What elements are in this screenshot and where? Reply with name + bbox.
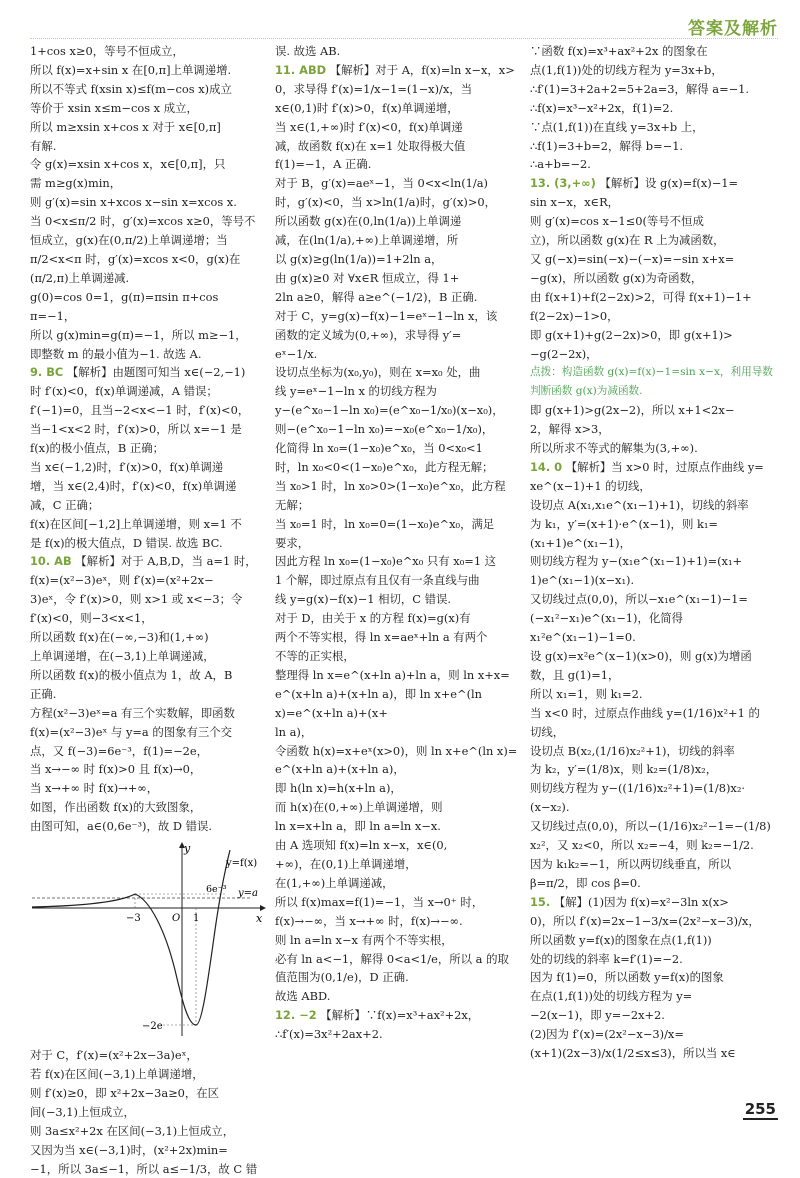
text-line: −2(x−1)，即 y=−2x+2. — [530, 1006, 782, 1025]
question-number: 14. 0 — [530, 460, 562, 474]
text-line: −g(x)，所以函数 g(x)为奇函数， — [530, 269, 782, 288]
text-line: 误. 故选 AB. — [275, 42, 523, 61]
text-line: 线 y=eˣ−1−ln x 的切线方程为 — [275, 382, 523, 401]
text-line: 当 0<x≤π/2 时，g′(x)=xcos x≥0，等号不 — [30, 212, 266, 231]
text-line: f(x)=(x²−3)eˣ 与 y=a 的图象有三个交 — [30, 723, 266, 742]
text-line: 当 x₀=1 时，ln x₀=0=(1−x₀)e^x₀，满足 — [275, 515, 523, 534]
text-line: 对于 B，g′(x)=aeˣ−1，当 0<x<ln(1/a) — [275, 174, 523, 193]
text-line: (x+1)(2x−3)/x(1/2≤x≤3)，所以当 x∈ — [530, 1044, 782, 1063]
text-line: 上单调递增，在(−3,1)上单调递减， — [30, 647, 266, 666]
text-line: 即 g(x+1)+g(2−2x)>0，即 g(x+1)> — [530, 326, 782, 345]
question-14-solution — [530, 458, 782, 893]
text-line: ∴a+b=−2. — [530, 155, 782, 174]
text-line: 2，解得 x>3， — [530, 420, 782, 439]
question-9-solution — [30, 363, 266, 552]
text-line: 则切线方程为 y−((1/16)x₂²+1)=(1/8)x₂· — [530, 779, 782, 798]
text-line: f(x)的极小值点，B 正确； — [30, 439, 266, 458]
text-line: 无解； — [275, 496, 523, 515]
text-line: e^(x+ln a)+(x+ln a)， — [275, 760, 523, 779]
text-line: 当 x∈(1,+∞)时 f′(x)<0，f(x)单调递 — [275, 118, 523, 137]
question-9 — [30, 363, 266, 552]
question-15 — [530, 893, 782, 1063]
text-line: 由图可知，a∈(0,6e⁻³)，故 D 错误. — [30, 817, 266, 836]
question-13-solution — [530, 174, 782, 363]
text-line: 化简得 ln x₀=(1−x₀)e^x₀，当 0<x₀<1 — [275, 439, 523, 458]
column-right — [530, 42, 782, 1063]
text-line: −1，所以 3a≤−1，所以 a≤−1/3，故 C 错 — [30, 1160, 266, 1178]
text-line: 则 ln a=ln x−x 有两个不等实根， — [275, 931, 523, 950]
text-line: 不等的正实根， — [275, 647, 523, 666]
text-line: 11. ABD 【解析】对于 A，f(x)=ln x−x，x> — [275, 61, 523, 80]
text-line: ∴f′(1)=3+2a+2=5+2a=3，解得 a=−1. — [530, 80, 782, 99]
text-line: 又切线过点(0,0)，所以−x₁e^(x₁−1)−1= — [530, 590, 782, 609]
text-line: 时，g′(x)<0，当 x>ln(1/a)时，g′(x)>0， — [275, 193, 523, 212]
text-line: 而 h(x)在(0,+∞)上单调递增，则 — [275, 798, 523, 817]
text-line: f(x)=(x²−3)eˣ，则 f′(x)=(x²+2x− — [30, 571, 266, 590]
text-line: 又 g(−x)=sin(−x)−(−x)=−sin x+x= — [530, 250, 782, 269]
curve-label: y=f(x) — [225, 858, 257, 869]
text-line: 由 f(x+1)+f(2−2x)>2，可得 f(x+1)−1+ — [530, 288, 782, 307]
text-line: 以 g(x)≥g(ln(1/a))=1+2ln a， — [275, 250, 523, 269]
page-number: 255 — [743, 1100, 778, 1120]
text-line: 值范围为(0,1/e)，D 正确. — [275, 968, 523, 987]
text-line: 当 x→−∞ 时 f(x)>0 且 f(x)→0， — [30, 760, 266, 779]
text-line: ∵函数 f(x)=x³+ax²+2x 的图象在 — [530, 42, 782, 61]
text-line: ln a)， — [275, 723, 523, 742]
text-line: 当 x<0 时，过原点作曲线 y=(1/16)x²+1 的 — [530, 704, 782, 723]
text-line: 即 g(x+1)>g(2x−2)，所以 x+1<2x− — [530, 401, 782, 420]
line-a-label: y=a — [237, 888, 258, 899]
text-line: 两个不等实根，得 ln x=aeˣ+ln a 有两个 — [275, 628, 523, 647]
question-12 — [275, 1006, 523, 1044]
text-line: x₂²，又 x₂<0，所以 x₂=−4，则 k₂=−1/2. — [530, 836, 782, 855]
text-line: (π/2,π)上单调递减. — [30, 269, 266, 288]
text-line: 1 个解，即过原点有且仅有一条直线与曲 — [275, 571, 523, 590]
text-line: 如图，作出函数 f(x)的大致图象， — [30, 798, 266, 817]
text-line: 即整数 m 的最小值为−1. 故选 A. — [30, 345, 266, 364]
text-line: x∈(0,1)时 f′(x)>0，f(x)单调递增， — [275, 99, 523, 118]
curve-f — [32, 850, 230, 1025]
column-left — [30, 42, 266, 1178]
text-line: 切线， — [530, 723, 782, 742]
text-line: 则 3a≤x²+2x 在区间(−3,1)上恒成立， — [30, 1122, 266, 1141]
column-middle — [275, 42, 523, 1044]
text-line: 设 g(x)=x²e^(x−1)(x>0)，则 g(x)为增函 — [530, 647, 782, 666]
text-line: 当 x∈(−1,2)时，f′(x)>0，f(x)单调递 — [30, 458, 266, 477]
text-line: 正确. — [30, 685, 266, 704]
text-line: 间(−3,1)上恒成立， — [30, 1103, 266, 1122]
text-line: 立)，所以函数 g(x)在 R 上为减函数， — [530, 231, 782, 250]
question-number: 13. (3,+∞) — [530, 176, 596, 190]
question-10-solution — [30, 552, 266, 836]
text-line: 设切点坐标为(x₀,y₀)，则在 x=x₀ 处，曲 — [275, 363, 523, 382]
text-line: 等价于 xsin x≤m−cos x 成立， — [30, 99, 266, 118]
origin-label: O — [172, 913, 180, 924]
text-line: 设切点 B(x₂,(1/16)x₂²+1)，切线的斜率 — [530, 742, 782, 761]
text-line: 点(1,f(1))处的切线方程为 y=3x+b， — [530, 61, 782, 80]
text-line: 所以 m≥xsin x+cos x 对于 x∈[0,π] — [30, 118, 266, 137]
text-line: f(1)=−1，A 正确. — [275, 155, 523, 174]
x-axis-arrow — [260, 905, 266, 911]
text-line: +∞)，在(0,1)上单调递增， — [275, 855, 523, 874]
text-line: 方程(x²−3)eˣ=a 有三个实数解，即函数 — [30, 704, 266, 723]
text-line: 减，C 正确； — [30, 496, 266, 515]
text-line: e^(x+ln a)+(x+ln a)，即 ln x+e^(ln x)=e^(x+ln a)+(x+ — [275, 685, 523, 723]
text-line: g(0)=cos 0=1，g(π)=πsin π+cos π=−1， — [30, 288, 266, 326]
text-line: 数，且 g(1)=1， — [530, 666, 782, 685]
text-line: 整理得 ln x=e^(x+ln a)+ln a，则 ln x+x= — [275, 666, 523, 685]
text-line: 则−(e^x₀−1−ln x₀)=−x₀(e^x₀−1/x₀)， — [275, 420, 523, 439]
text-line: (x₁+1)e^(x₁−1)， — [530, 534, 782, 553]
tick-neg3: −3 — [126, 913, 141, 924]
text-line: 对于 C，y=g(x)−f(x)−1=eˣ−1−ln x，该 — [275, 307, 523, 326]
text-line: ∵点(1,f(1))在直线 y=3x+b 上， — [530, 118, 782, 137]
value-label-neg2e: −2e — [142, 1021, 163, 1032]
col1-continuation — [30, 42, 266, 363]
text-line: 1)e^(x₁−1)(x−x₁). — [530, 571, 782, 590]
page-header-title: 答案及解析 — [688, 14, 778, 39]
text-line: 0)，所以 f′(x)=2x−1−3/x=(2x²−x−3)/x， — [530, 912, 782, 931]
text-line: 若 f(x)在区间(−3,1)上单调递增， — [30, 1065, 266, 1084]
text-line: 当 x₀>1 时，ln x₀>0>(1−x₀)e^x₀，此方程 — [275, 477, 523, 496]
x-axis-label: x — [256, 912, 263, 925]
text-line: ln x=x+ln a，即 ln a=ln x−x. — [275, 817, 523, 836]
col2-continuation — [275, 42, 523, 61]
text-line: 增，当 x∈(2,4)时，f′(x)<0，f(x)单调递 — [30, 477, 266, 496]
text-line: 有解. — [30, 137, 266, 156]
text-line: 又因为当 x∈(−3,1)时，(x²+2x)min= — [30, 1141, 266, 1160]
text-line: 时 f′(x)<0，f(x)单调递减，A 错误； — [30, 382, 266, 401]
text-line: 必有 ln a<−1，解得 0<a<1/e，所以 a 的取 — [275, 950, 523, 969]
text-line: 13. (3,+∞) 【解析】设 g(x)=f(x)−1= — [530, 174, 782, 193]
text-line: 函数的定义域为(0,+∞)，求导得 y′= — [275, 326, 523, 345]
question-number: 12. −2 — [275, 1008, 317, 1022]
text-line: 又切线过点(0,0)，所以−(1/16)x₂²−1=−(1/8) — [530, 817, 782, 836]
col1-option-c — [30, 1046, 266, 1178]
text-line: 由 g(x)≥0 对 ∀x∈R 恒成立，得 1+ — [275, 269, 523, 288]
question-11 — [275, 61, 523, 1006]
text-line: 所以所求不等式的解集为(3,+∞). — [530, 439, 782, 458]
value-label-6e-3: 6e⁻³ — [206, 884, 227, 895]
text-line: 所以不等式 f(xsin x)≤f(m−cos x)成立 — [30, 80, 266, 99]
text-line: (−x₁²−x₁)e^(x₁−1)，化简得 x₁²e^(x₁−1)−1=0. — [530, 609, 782, 647]
text-line: eˣ−1/x. — [275, 345, 523, 364]
text-line: 令 g(x)=xsin x+cos x，x∈[0,π]，只 — [30, 155, 266, 174]
text-line: 时，ln x₀<0<(1−x₀)e^x₀，此方程无解； — [275, 458, 523, 477]
text-line: 12. −2 【解析】∵f(x)=x³+ax²+2x， — [275, 1006, 523, 1025]
question-number: 11. ABD — [275, 63, 326, 77]
question-number: 9. BC — [30, 365, 63, 379]
text-line: 9. BC 【解析】由题图可知当 x∈(−2,−1) — [30, 363, 266, 382]
question-11-solution — [275, 61, 523, 1006]
text-line: 所以函数 f(x)在(−∞,−3)和(1,+∞) — [30, 628, 266, 647]
text-line: f(2−2x)−1>0， — [530, 307, 782, 326]
text-line: 因此方程 ln x₀=(1−x₀)e^x₀ 只有 x₀=1 这 — [275, 552, 523, 571]
question-13-conclusion — [530, 401, 782, 458]
text-line: 因为 k₁k₂=−1，所以两切线垂直，所以 — [530, 855, 782, 874]
text-line: 为 k₁，y′=(x+1)·e^(x−1)，则 k₁= — [530, 515, 782, 534]
text-line: 所以函数 f(x)的极小值点为 1，故 A，B — [30, 666, 266, 685]
text-line: 点，又 f(−3)=6e⁻³，f(1)=−2e， — [30, 742, 266, 761]
col3-continuation — [530, 42, 782, 174]
text-line: (2)因为 f′(x)=(2x²−x−3)/x= — [530, 1025, 782, 1044]
text-line: f′(x)<0，则−3<x<1， — [30, 609, 266, 628]
function-graph — [30, 840, 266, 1040]
text-line: sin x−x，x∈R， — [530, 193, 782, 212]
text-line: 为 k₂，y′=(1/8)x，则 k₂=(1/8)x₂， — [530, 760, 782, 779]
text-line: 所以 x₁=1，则 k₁=2. — [530, 685, 782, 704]
text-line: ∴f′(x)=3x²+2ax+2. — [275, 1025, 523, 1044]
text-line: 当−1<x<2 时，f′(x)>0，所以 x=−1 是 — [30, 420, 266, 439]
text-line: 在点(1,f(1))处的切线方程为 y= — [530, 987, 782, 1006]
text-line: 所以函数 g(x)在(0,ln(1/a))上单调递 — [275, 212, 523, 231]
question-number: 10. AB — [30, 554, 72, 568]
text-line: 14. 0 【解析】当 x>0 时，过原点作曲线 y= — [530, 458, 782, 477]
text-line: y−(e^x₀−1−ln x₀)=(e^x₀−1/x₀)(x−x₀)， — [275, 401, 523, 420]
text-line: π/2<x<π 时，g′(x)=xcos x<0，g(x)在 — [30, 250, 266, 269]
text-line: 则 f′(x)≥0，即 x²+2x−3a≥0，在区 — [30, 1084, 266, 1103]
text-line: 减，在(ln(1/a),+∞)上单调递增，所 — [275, 231, 523, 250]
text-line: (x−x₂). — [530, 798, 782, 817]
text-line: 减，故函数 f(x)在 x=1 处取得极大值 — [275, 137, 523, 156]
question-13 — [530, 174, 782, 458]
text-line: 则 g′(x)=sin x+xcos x−sin x=xcos x. — [30, 193, 266, 212]
text-line: 线 y=g(x)−f(x)−1 相切，C 错误. — [275, 590, 523, 609]
text-line: 即 h(ln x)=h(x+ln a)， — [275, 779, 523, 798]
text-line: 所以函数 y=f(x)的图象在点(1,f(1)) — [530, 931, 782, 950]
hint-note: 点拨：构造函数 g(x)=f(x)−1=sin x−x，利用导数判断函数 g(x)为减函数. — [530, 363, 782, 401]
text-line: −g(2−2x)， — [530, 345, 782, 364]
y-axis-label: y — [183, 842, 191, 855]
text-line: 3)eˣ，令 f′(x)>0，则 x>1 或 x<−3；令 — [30, 590, 266, 609]
text-line: 所以 g(x)min=g(π)=−1，所以 m≥−1， — [30, 326, 266, 345]
text-line: 在(1,+∞)上单调递减， — [275, 874, 523, 893]
text-line: 当 x→+∞ 时 f(x)→+∞， — [30, 779, 266, 798]
question-12-solution — [275, 1006, 523, 1044]
text-line: ∴f(1)=3+b=2，解得 b=−1. — [530, 137, 782, 156]
text-line: 2ln a≥0，解得 a≥e^(−1/2)，B 正确. — [275, 288, 523, 307]
text-line: 需 m≥g(x)min， — [30, 174, 266, 193]
question-15-solution — [530, 893, 782, 1063]
text-line: 设切点 A(x₁,x₁e^(x₁−1)+1)，切线的斜率 — [530, 496, 782, 515]
text-line: 则 g′(x)=cos x−1≤0(等号不恒成 — [530, 212, 782, 231]
question-10 — [30, 552, 266, 836]
text-line: 由 A 选项知 f(x)=ln x−x，x∈(0, — [275, 836, 523, 855]
text-line: 所以 f(x)=x+sin x 在[0,π]上单调递增. — [30, 61, 266, 80]
text-line: f′(−1)=0，且当−2<x<−1 时，f′(x)<0， — [30, 401, 266, 420]
text-line: 1+cos x≥0，等号不恒成立， — [30, 42, 266, 61]
text-line: 对于 C，f′(x)=(x²+2x−3a)eˣ， — [30, 1046, 266, 1065]
text-line: 恒成立，g(x)在(0,π/2)上单调递增；当 — [30, 231, 266, 250]
text-line: f(x)在区间[−1,2]上单调递增，则 x=1 不 — [30, 515, 266, 534]
text-line: 对于 D，由关于 x 的方程 f(x)=g(x)有 — [275, 609, 523, 628]
text-line: 处的切线的斜率 k=f′(1)=−2. — [530, 950, 782, 969]
text-line: 要求， — [275, 534, 523, 553]
text-line: ∴f(x)=x³−x²+2x，f(1)=2. — [530, 99, 782, 118]
text-line: 则切线方程为 y−(x₁e^(x₁−1)+1)=(x₁+ — [530, 552, 782, 571]
question-number: 15. — [530, 895, 550, 909]
text-line: f(x)→−∞，当 x→+∞ 时，f(x)→−∞. — [275, 912, 523, 931]
text-line: 故选 ABD. — [275, 987, 523, 1006]
text-line: xe^(x−1)+1 的切线， — [530, 477, 782, 496]
text-line: 令函数 h(x)=x+eˣ(x>0)，则 ln x+e^(ln x)= — [275, 742, 523, 761]
text-line: 15. 【解】(1)因为 f(x)=x²−3ln x(x> — [530, 893, 782, 912]
text-line: 所以 f(x)max=f(1)=−1，当 x→0⁺ 时， — [275, 893, 523, 912]
tick-1: 1 — [193, 913, 199, 924]
text-line: 10. AB 【解析】对于 A,B,D，当 a=1 时， — [30, 552, 266, 571]
question-14 — [530, 458, 782, 893]
text-line: 因为 f(1)=0，所以函数 y=f(x)的图象 — [530, 968, 782, 987]
text-line: 0，求导得 f′(x)=1/x−1=(1−x)/x，当 — [275, 80, 523, 99]
text-line: 是 f(x)的极大值点，D 错误. 故选 BC. — [30, 534, 266, 553]
text-line: β=π/2，即 cos β=0. — [530, 874, 782, 893]
header-divider — [30, 38, 778, 39]
